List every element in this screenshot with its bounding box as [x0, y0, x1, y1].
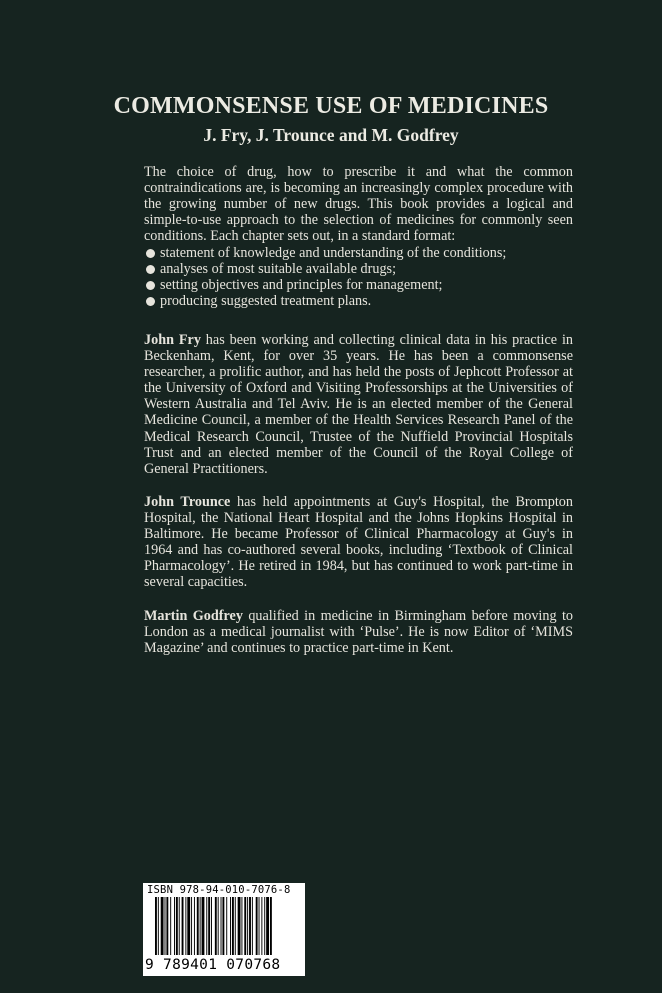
barcode-bar — [211, 897, 212, 955]
barcode-bar — [241, 897, 242, 955]
list-item — [144, 245, 573, 261]
barcode-bar — [166, 897, 168, 955]
book-authors: J. Fry, J. Trounce and M. Godfrey — [203, 125, 459, 145]
barcode-bar — [161, 897, 164, 955]
barcode-bar — [215, 897, 217, 955]
barcode-bar — [259, 897, 260, 955]
bullet-icon — [146, 249, 155, 258]
isbn-label: ISBN 978-94-010-7076-8 — [147, 884, 291, 896]
barcode-bar — [218, 897, 219, 955]
author-bio-text: qualified in medicine in Birmingham before moving to London as a medical journalist with ‘Pulse’. He is now Editor of ‘MIMS Magazine’ and continues to practice part-time in Kent. — [144, 608, 573, 657]
barcode-bar — [202, 897, 205, 955]
list-item — [144, 293, 573, 309]
author-bio-fry — [144, 332, 573, 477]
list-item-text: producing suggested treatment plans. — [160, 293, 372, 310]
barcode-bar — [179, 897, 180, 955]
barcode-bar — [158, 897, 159, 955]
barcode-bar — [200, 897, 201, 955]
bullet-icon — [146, 297, 155, 306]
list-item — [144, 261, 573, 277]
book-description: The choice of drug, how to prescribe it and what the common contraindications are, is becoming an increasingly complex procedure with the growing number of new drugs. This book provides a logical and simple-to-use approach to the selection of medicines for commonly seen conditions. Each chapter sets out, in a standard format: — [144, 164, 573, 245]
barcode-bar — [191, 897, 192, 955]
barcode-bar — [208, 897, 210, 955]
barcode-bar — [252, 897, 253, 955]
barcode-digits: 9 789401 070768 — [145, 957, 281, 973]
author-bio-godfrey — [144, 608, 573, 656]
barcode-bar — [197, 897, 199, 955]
barcode-bar — [185, 897, 186, 955]
barcode-bar — [261, 897, 262, 955]
author-name: John Trounce — [144, 494, 231, 510]
barcode-bar — [155, 897, 157, 955]
barcode-bar — [176, 897, 178, 955]
author-name: John Fry — [144, 332, 201, 348]
barcode-bar — [238, 897, 241, 955]
barcode-bar — [247, 897, 248, 955]
barcode-bar — [221, 897, 222, 955]
barcode-bar — [230, 897, 231, 955]
bullet-icon — [146, 265, 155, 274]
barcode-bar — [165, 897, 166, 955]
barcode-bar — [226, 897, 227, 955]
barcode-bar — [187, 897, 190, 955]
barcode-bar — [206, 897, 207, 955]
barcode-bar — [194, 897, 195, 955]
author-name: Martin Godfrey — [144, 608, 243, 624]
content-bullet-list — [144, 245, 573, 309]
barcode-bar — [232, 897, 234, 955]
isbn-barcode — [143, 883, 305, 976]
barcode-bars — [145, 897, 303, 959]
barcode-bar — [170, 897, 171, 955]
barcode-bar — [249, 897, 251, 955]
list-item-text: setting objectives and principles for management; — [160, 277, 443, 294]
list-item — [144, 277, 573, 293]
barcode-bar — [174, 897, 175, 955]
list-item-text: statement of knowledge and understanding of the conditions; — [160, 245, 507, 261]
barcode-bar — [222, 897, 224, 955]
author-bio-text: has been working and collecting clinical data in his practice in Beckenham, Kent, for over 35 years. He has been a commonsense researcher, a prolific author, and has held the posts of Jephcott Professor at the University of Oxford and Visiting Professorships at the Universities of Western Australia and Tel Aviv. He is an elected member of the General Medicine Council, a member of the Health Services Research Panel of the Medical Research Council, Trustee of the Nuffield Provincial Hospitals Trust and an elected member of the Council of the Royal College of General Practitioners. — [144, 332, 573, 477]
barcode-bar — [244, 897, 246, 955]
bullet-icon — [146, 281, 155, 290]
list-item-text: analyses of most suitable available drugs; — [160, 261, 397, 278]
author-bio-trounce — [144, 494, 573, 591]
barcode-bar — [266, 897, 269, 955]
book-title: COMMONSENSE USE OF MEDICINES — [113, 93, 549, 119]
barcode-bar — [256, 897, 258, 955]
barcode-bar — [264, 897, 265, 955]
barcode-bar — [182, 897, 184, 955]
barcode-bar — [235, 897, 236, 955]
author-bio-text: has held appointments at Guy's Hospital, the Brompton Hospital, the National Heart Hospital and the Johns Hopkins Hospital in Baltimore. He became Professor of Clinical Pharmacology at Guy's in 1964 and has co-authored several books, including ‘Textbook of Clinical Pharmacology’. He retired in 1984, but has continued to work part-time in several capacities. — [144, 494, 573, 591]
barcode-bar — [270, 897, 272, 955]
